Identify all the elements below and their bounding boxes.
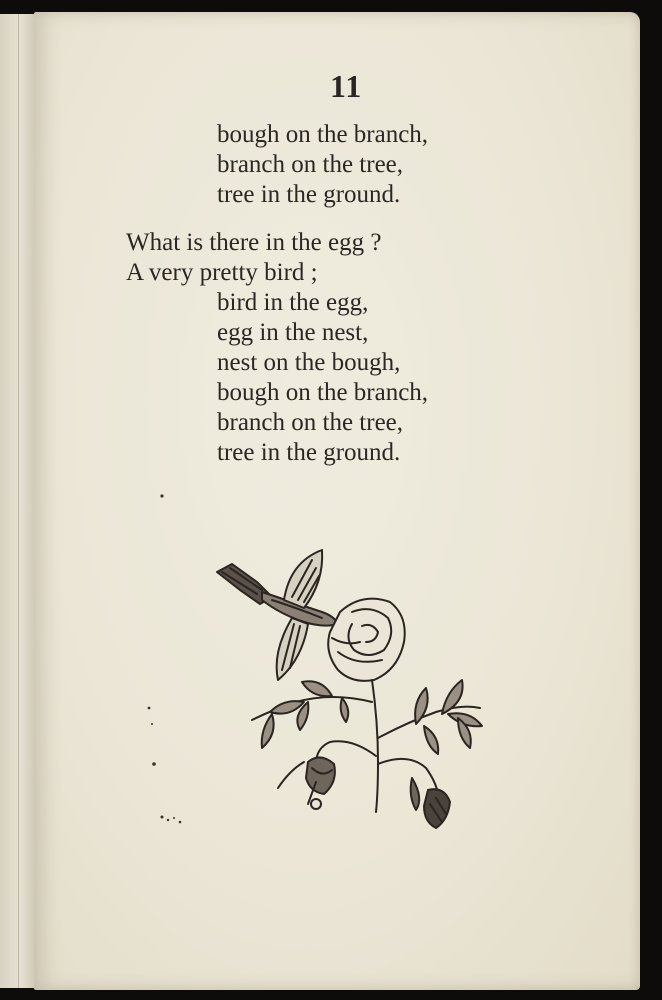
paper-specks xyxy=(34,12,640,990)
question-line: What is there in the egg ? xyxy=(126,229,382,256)
answer-line: A very pretty bird ; xyxy=(126,259,318,286)
stanza2-line: nest on the bough, xyxy=(217,349,401,376)
stanza1-line: branch on the tree, xyxy=(217,151,404,178)
book-page xyxy=(34,12,640,990)
page-number: 11 xyxy=(330,68,363,104)
stanza2-line: bough on the branch, xyxy=(217,379,429,406)
stanza2-line: egg in the nest, xyxy=(217,319,369,346)
stanza2-line: bird in the egg, xyxy=(217,289,369,316)
stanza2-line: tree in the ground. xyxy=(217,439,401,466)
stanza1-line: bough on the branch, xyxy=(217,121,429,148)
stanza2-line: branch on the tree, xyxy=(217,409,404,436)
left-page-edge xyxy=(0,14,37,988)
stanza1-line: tree in the ground. xyxy=(217,181,401,208)
